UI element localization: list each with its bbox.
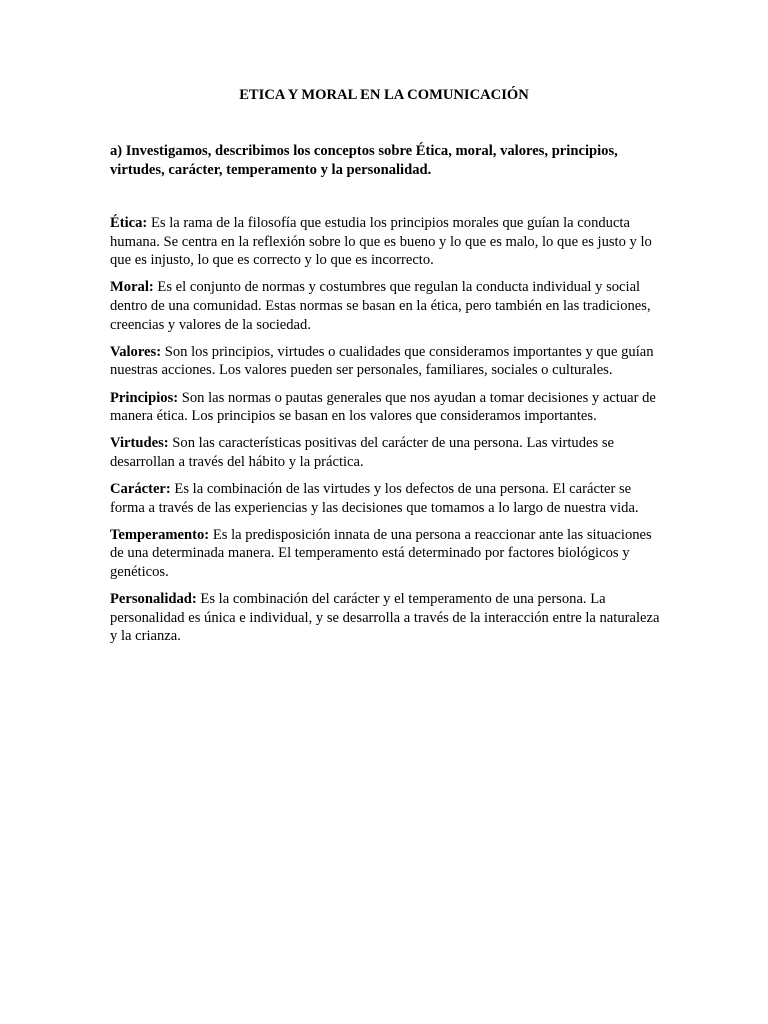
definition-text: Es la predisposición innata de una persona a reaccionar ante las situaciones de una determinada manera. El temperamento está determinado por factores biológicos y genéticos. xyxy=(110,526,652,581)
question-heading: a) Investigamos, describimos los conceptos sobre Ética, moral, valores, principios, virtudes, carácter, temperamento y la personalidad. xyxy=(110,143,618,178)
definition-text: Es la combinación del carácter y el temperamento de una persona. La personalidad es única e individual, y se desarrolla a través de la interacción entre la naturaleza y la crianza. xyxy=(110,591,660,645)
definition-virtudes xyxy=(110,434,665,471)
definition-text: Son las normas o pautas generales que nos ayudan a tomar decisiones y actuar de manera ética. Los principios se basan en los valores que consideramos importantes. xyxy=(110,389,656,425)
definition-text: Es la rama de la filosofía que estudia los principios morales que guían la conducta humana. Se centra en la reflexión sobre lo que es bueno y lo que es malo, lo que es justo y lo que es injusto, lo que es correcto y lo que es incorrecto. xyxy=(110,215,652,269)
definition-term: Valores: xyxy=(110,343,162,360)
definition-text: Es el conjunto de normas y costumbres que regulan la conducta individual y social dentro de una comunidad. Estas normas se basan en la ética, pero también en las tradiciones, creencias y valores de la sociedad. xyxy=(110,279,651,333)
definition-term: Virtudes: xyxy=(110,435,169,452)
definition-text: Son los principios, virtudes o cualidades que consideramos importantes y que guían nuestras acciones. Los valores pueden ser personales, familiares, sociales o culturales. xyxy=(110,343,654,379)
definition-term: Ética: xyxy=(110,215,148,231)
definition-valores xyxy=(110,343,665,380)
definition-term: Personalidad: xyxy=(110,591,197,608)
definition-term: Carácter: xyxy=(110,481,171,498)
definition-etica xyxy=(110,214,665,270)
definition-moral xyxy=(110,278,665,334)
definition-term: Moral: xyxy=(110,279,154,296)
definition-principios xyxy=(110,389,665,426)
definition-caracter xyxy=(110,480,665,517)
definition-text: Son las características positivas del carácter de una persona. Las virtudes se desarrollan a través del hábito y la práctica. xyxy=(110,435,614,470)
definitions-list xyxy=(110,214,665,655)
definition-personalidad xyxy=(110,590,665,646)
definition-term: Principios: xyxy=(110,389,179,406)
definition-term: Temperamento: xyxy=(110,526,210,543)
definition-text: Es la combinación de las virtudes y los defectos de una persona. El carácter se forma a través de las experiencias y las decisiones que tomamos a lo largo de nuestra vida. xyxy=(110,481,639,516)
document-title: ETICA Y MORAL EN LA COMUNICACIÓN xyxy=(239,87,529,103)
definition-temperamento xyxy=(110,526,665,582)
